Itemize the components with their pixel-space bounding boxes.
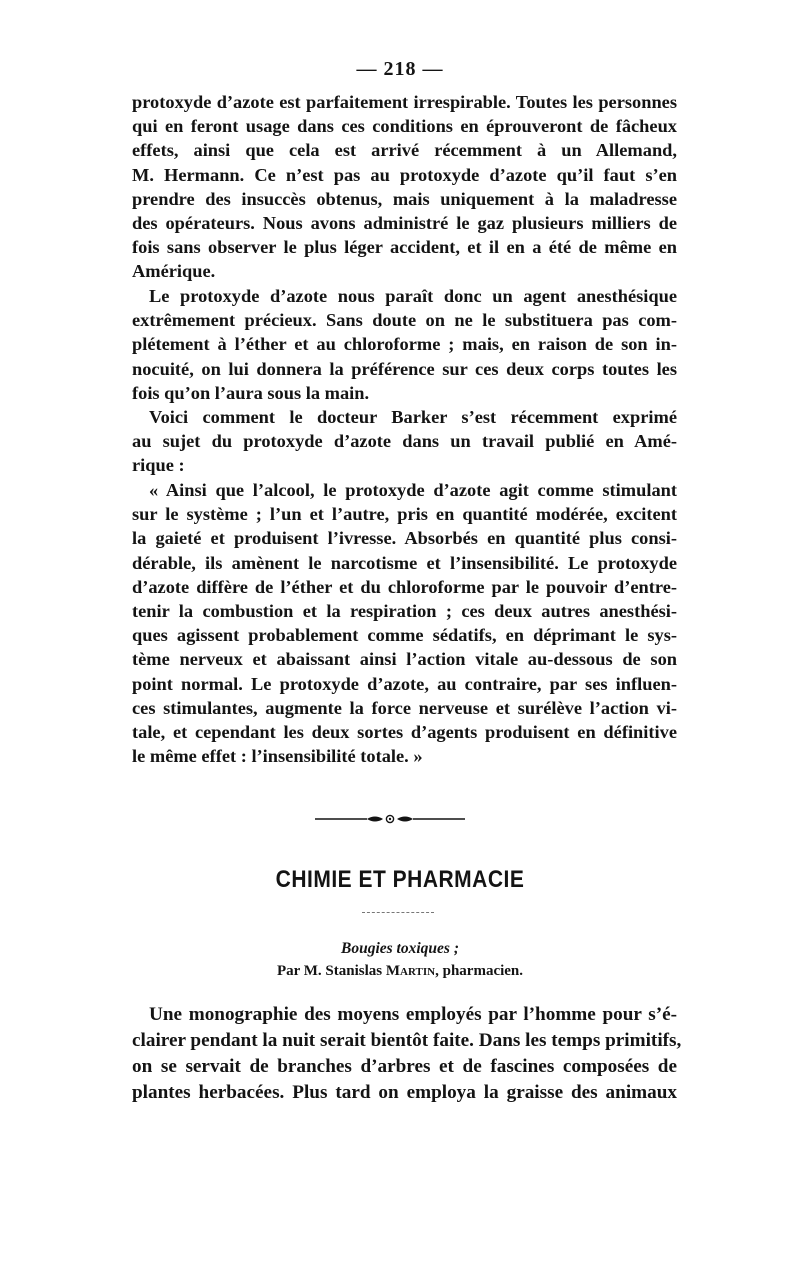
byline-prefix: Par M. Stanislas bbox=[276, 963, 383, 979]
text-line: plétement à l’éther et au chloroforme ; mais, en raison de son in- bbox=[132, 334, 677, 355]
text-line: qui en feront usage dans ces conditions en éprouveront de fâcheux bbox=[132, 116, 677, 137]
text-line: fois qu’on l’aura sous la main. bbox=[132, 382, 370, 403]
text-line: Voici comment le docteur Barker s’est récemment exprimé bbox=[149, 407, 677, 427]
text-line: dérable, ils amènent le narcotisme et l’insensibilité. Le protoxyde bbox=[132, 552, 677, 573]
continuation-paragraph bbox=[132, 90, 677, 284]
text-line: « Ainsi que l’alcool, le protoxyde d’azote agit comme stimulant bbox=[149, 480, 677, 500]
text-line: on se servait de branches d’arbres et de fascines composées de bbox=[132, 1056, 677, 1077]
text-line: Une monographie des moyens employés par l’homme pour s’é- bbox=[149, 1004, 677, 1025]
text-line: la gaieté et produisent l’ivresse. Absorbés en quantité plus consi- bbox=[132, 528, 677, 549]
text-line: le même effet : l’insensibilité totale. » bbox=[132, 746, 423, 767]
text-line: ces stimulantes, augmente la force nerveuse et surélève l’action vi- bbox=[132, 697, 677, 718]
text-line: effets, ainsi que cela est arrivé récemment à un Allemand, bbox=[132, 140, 677, 161]
article-body bbox=[132, 1002, 682, 1106]
barker-quotation bbox=[132, 478, 677, 768]
article-byline bbox=[0, 963, 800, 980]
text-line: fois sans observer le plus léger accident, et il en a été de même en bbox=[132, 237, 677, 258]
text-line: tenir la combustion et la respiration ; ces deux autres anesthési- bbox=[132, 600, 677, 621]
text-line: plantes herbacées. Plus tard on employa la graisse des animaux bbox=[132, 1082, 677, 1103]
text-line: tale, et cependant les deux sortes d’agents produisent en définitive bbox=[132, 721, 677, 742]
text-line: ques agissent probablement comme sédatifs, en déprimant le sys- bbox=[132, 625, 677, 646]
text-line: clairer pendant la nuit serait bientôt faite. Dans les temps primitifs, bbox=[132, 1030, 682, 1051]
section-divider bbox=[362, 912, 434, 913]
text-line: Amérique. bbox=[132, 261, 216, 282]
text-line: M. Hermann. Ce n’est pas au protoxyde d’azote qu’il faut s’en bbox=[132, 164, 677, 185]
text-line: point normal. Le protoxyde d’azote, au contraire, par ses influen- bbox=[132, 673, 677, 694]
page-number: — 218 — bbox=[356, 58, 444, 80]
text-line: rique : bbox=[132, 455, 185, 476]
text-line: d’azote diffère de l’éther et du chloroforme par le pouvoir d’entre- bbox=[132, 576, 677, 597]
article-title: Bougies toxiques ; bbox=[341, 940, 459, 957]
ornament-divider-icon bbox=[315, 812, 465, 826]
text-line: prendre des insuccès obtenus, mais uniquement à la maladresse bbox=[132, 188, 677, 209]
byline-author-surname: Martin bbox=[385, 963, 436, 979]
paragraph-barker bbox=[132, 405, 677, 478]
section-heading: CHIMIE ET PHARMACIE bbox=[275, 866, 525, 893]
text-line: tème nerveux et abaissant ainsi l’action vitale au-dessous de son bbox=[132, 649, 677, 670]
text-line: protoxyde d’azote est parfaitement irrespirable. Toutes les personnes bbox=[132, 92, 677, 112]
text-line: des opérateurs. Nous avons administré le gaz plusieurs milliers de bbox=[132, 212, 677, 233]
text-line: au sujet du protoxyde d’azote dans un travail publié en Amé- bbox=[132, 431, 677, 452]
text-line: nocuité, on lui donnera la préférence sur ces deux corps toutes les bbox=[132, 358, 677, 379]
paragraph-anesthetic bbox=[132, 284, 677, 405]
text-line: extrêmement précieux. Sans doute on ne le substituera pas com- bbox=[132, 310, 677, 331]
byline-suffix: , pharmacien. bbox=[435, 963, 524, 979]
text-line: Le protoxyde d’azote nous paraît donc un agent anesthésique bbox=[149, 286, 677, 306]
text-line: sur le système ; l’un et l’autre, pris en quantité modérée, excitent bbox=[132, 504, 677, 525]
